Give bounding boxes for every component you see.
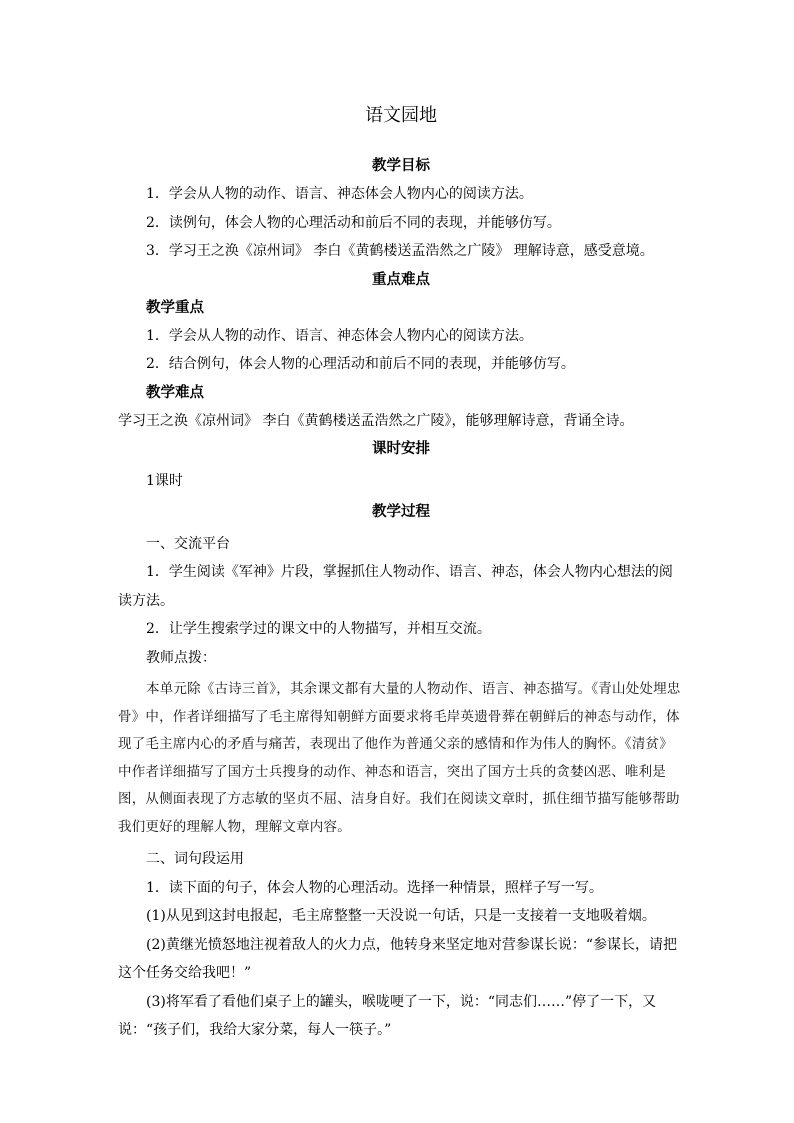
part2-title: 二、词句段运用 [146, 851, 244, 867]
part1-item: 2．让学生搜索学过的课文中的人物描写，并相互交流。 [146, 621, 491, 637]
teacher-label: 教师点拨： [146, 649, 216, 666]
part1-title: 一、交流平台 [146, 535, 230, 552]
objectives-heading: 教学目标 [372, 157, 430, 174]
objective-item: 1．学会从人物的动作、语言、神态体会人物内心的阅读方法。 [146, 186, 533, 202]
process-heading: 教学过程 [372, 502, 430, 520]
objective-item: 3．学习王之涣《凉州词》 李白《黄鹤楼送孟浩然之广陵》 理解诗意，感受意境。 [146, 243, 654, 259]
difficulty-text: 学习王之涣《凉州词》 李白《黄鹤楼送孟浩然之广陵》，能够理解诗意，背诵全诗。 [118, 412, 634, 429]
example-sentence: (3)将军看了看他们桌子上的罐头，喉咙哽了一下，说：“同志们……”停了一下，又说：“孩子们，我给大家分菜，每人一筷子。” [118, 993, 657, 1038]
schedule-heading: 课时安排 [372, 440, 430, 457]
schedule-text: 1课时 [146, 473, 183, 489]
document-content [118, 100, 684, 1045]
focus-item: 1．学会从人物的动作、语言、神态体会人物内心的阅读方法。 [146, 327, 533, 344]
objective-item: 2．读例句，体会人物的心理活动和前后不同的表现，并能够仿写。 [146, 214, 561, 231]
part2-item: 1．读下面的句子，体会人物的心理活动。选择一种情景，照样子写一写。 [146, 879, 603, 896]
teacher-note: 本单元除《古诗三首》，其余课文都有大量的人物动作、语言、神态描写。《青山处处埋忠骨》中，作者详细描写了毛主席得知朝鲜方面要求将毛岸英遗骨葬在朝鲜后的神态与动作，体现了毛主席内心的矛盾与痛苦，表现出了他作为普通父亲的感情和作为伟人的胸怀。《清贫》中作者详细描写了国方士兵搜身的动作、神态和语言，突出了国方士兵的贪婪凶恶、唯利是图，从侧面表现了方志敏的坚贞不屈、洁身自好。我们在阅读文章时，抓住细节描写能够帮助我们更好的理解人物，理解文章内容。 [118, 681, 681, 835]
page-title: 语文园地 [365, 105, 437, 126]
focus-subheading: 教学重点 [146, 298, 204, 316]
focus-item: 2．结合例句，体会人物的心理活动和前后不同的表现，并能够仿写。 [146, 356, 575, 372]
difficulty-subheading: 教学难点 [146, 383, 204, 401]
example-sentence: (2)黄继光愤怒地注视着敌人的火力点，他转身来坚定地对营参谋长说：“参谋长，请把这个任务交给我吧！” [118, 936, 677, 981]
part1-item: 1．学生阅读《军神》片段，掌握抓住人物动作、语言、神态，体会人物内心想法的阅读方法。 [118, 564, 673, 609]
keypoints-heading: 重点难点 [372, 270, 430, 288]
example-sentence: (1)从见到这封电报起，毛主席整整一天没说一句话，只是一支接着一支地吸着烟。 [146, 908, 656, 924]
